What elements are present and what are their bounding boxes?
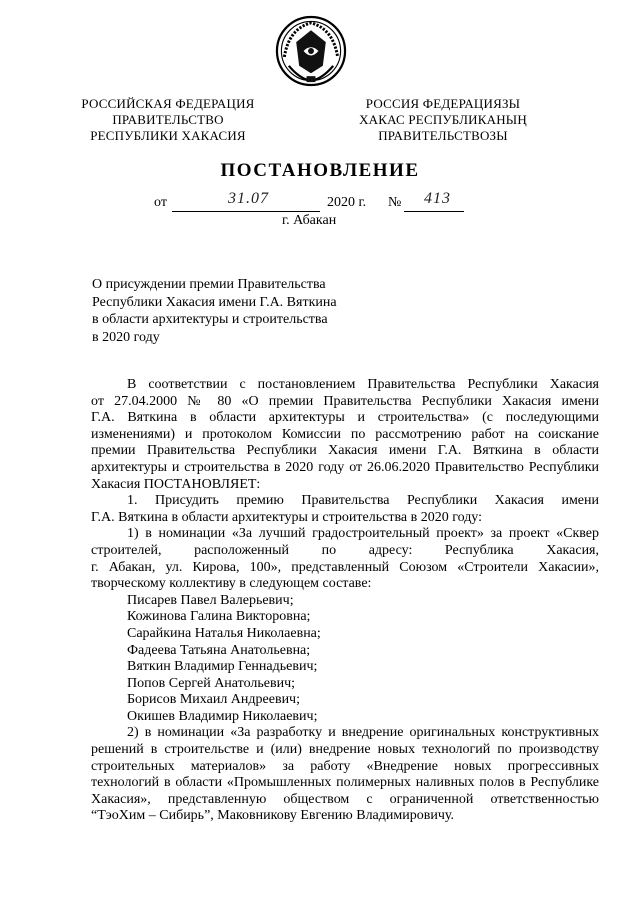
body-line: г. Абакан, ул. Кирова, 100», представленный Союзом «Строители Хакасии»,: [91, 559, 599, 575]
header-left-line: РОССИЙСКАЯ ФЕДЕРАЦИЯ: [81, 96, 255, 111]
body-line: Писарев Павел Валерьевич;: [127, 592, 294, 608]
city-label: г. Абакан: [282, 213, 337, 228]
header-left-line: РЕСПУБЛИКИ ХАКАСИЯ: [90, 128, 246, 143]
handwritten-number: 413: [424, 190, 451, 207]
body-line: Вяткин Владимир Геннадьевич;: [127, 659, 318, 675]
body-line: В соответствии с постановлением Правительства Республики Хакасия: [127, 377, 599, 392]
subject-line: в 2020 году: [92, 329, 160, 345]
body-line: Фадеева Татьяна Анатольевна;: [127, 642, 311, 658]
body-line: 2) в номинации «За разработку и внедрение оригинальных конструктивных: [127, 725, 599, 741]
header-right-line: ХАКАС РЕСПУБЛИКАНЫҢ: [359, 112, 527, 127]
body-line: технологий в области «Промышленных полимерных наливных полов в Республике: [91, 775, 599, 791]
date-underline: [172, 211, 320, 212]
body-line: Окишев Владимир Николаевич;: [127, 708, 318, 724]
body-line: архитектуры и строительства в 2020 году от 26.06.2020 Правительство Республики: [91, 459, 599, 475]
body-line: 1. Присудить премию Правительства Республики Хакасия имени: [127, 493, 599, 509]
document-body: [91, 377, 599, 825]
number-label: №: [388, 195, 402, 210]
body-line: Кожинова Галина Викторовна;: [127, 609, 311, 625]
body-line: строителей, расположенный по адресу: Республика Хакасия,: [91, 542, 599, 558]
body-line: Борисов Михаил Андреевич;: [127, 692, 300, 708]
body-line: изменениями) и протоколом Комиссии по рассмотрению работ на соискание: [91, 426, 599, 442]
body-line: решений в строительстве и (или) внедрение новых технологий по производству: [91, 742, 599, 758]
header-right-line: ПРАВИТЕЛЬСТВОЗЫ: [378, 128, 508, 143]
date-from-label: от: [154, 195, 167, 210]
body-line: 1) в номинации «За лучший градостроительный проект» за проект «Сквер: [127, 526, 599, 542]
body-line: “ТэоХим – Сибирь”, Маковникову Евгению Владимировичу.: [91, 808, 454, 824]
header-left: [48, 96, 288, 144]
coat-of-arms-icon: [274, 14, 348, 88]
body-line: Хакасия ПОСТАНОВЛЯЕТ:: [91, 476, 261, 492]
document-subject: [92, 276, 352, 346]
body-line: Попов Сергей Анатольевич;: [127, 675, 296, 691]
subject-line: О присуждении премии Правительства: [92, 277, 326, 292]
number-underline: [404, 211, 464, 212]
subject-line: Республики Хакасия имени Г.А. Вяткина: [92, 294, 337, 310]
body-line: творческому коллективу в следующем составе:: [91, 576, 372, 592]
body-line: Сарайкина Наталья Николаевна;: [127, 625, 321, 641]
body-line: от 27.04.2000 № 80 «О премии Правительства Республики Хакасия имени: [91, 393, 599, 409]
body-line: премии Правительства Республики Хакасия имени Г.А. Вяткина в области: [91, 443, 599, 459]
subject-line: в области архитектуры и строительства: [92, 312, 328, 327]
header-right-line: РОССИЯ ФЕДЕРАЦИЯЗЫ: [365, 96, 521, 111]
date-year: 2020 г.: [327, 195, 367, 210]
handwritten-date: 31.07: [228, 190, 269, 207]
body-line: строительных материалов» за работу «Внедрение новых прогрессивных: [91, 758, 599, 774]
header-left-line: ПРАВИТЕЛЬСТВО: [112, 112, 224, 127]
body-line: Г.А. Вяткина в области архитектуры и строительства» (с последующими: [91, 410, 599, 426]
document-title: ПОСТАНОВЛЕНИЕ: [220, 160, 420, 181]
body-line: Хакасия», представленную обществом с ограниченной ответственностью: [91, 791, 599, 807]
header-right: [323, 96, 563, 144]
body-line: Г.А. Вяткина в области архитектуры и строительства в 2020 году:: [91, 509, 483, 525]
